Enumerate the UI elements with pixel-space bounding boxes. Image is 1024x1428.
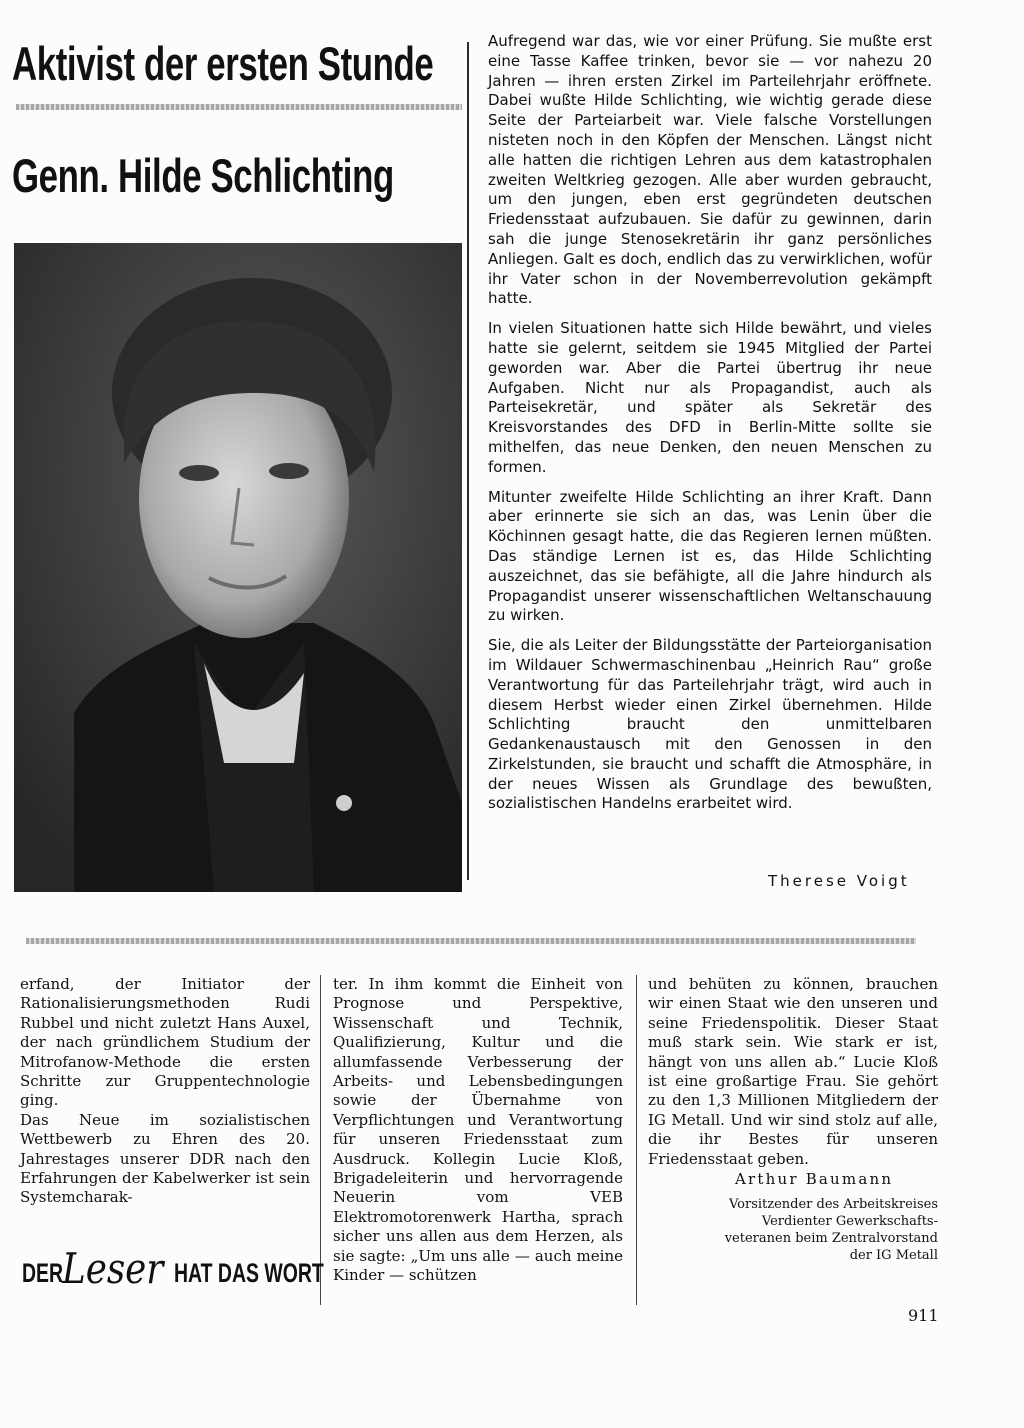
author-role-line: Verdienter Gewerkschafts- [761,1214,938,1229]
article-author: Therese Voigt [768,872,910,890]
letter-paragraph: Das Neue im sozialistischen Wettbewerb zu Ehren des 20. Jahrestages unserer DDR nach den Erfahrungen der Kabelwerker ist sein Systemcharak- [20,1110,310,1207]
headline-primary: Aktivist der ersten Stunde [12,37,434,90]
author-role-line: Vorsitzender des Arbeitskreises [728,1197,938,1212]
portrait-photo [14,243,462,892]
headline-secondary: Genn. Hilde Schlichting [12,149,394,202]
letter-column-rule [636,975,637,1305]
letter-paragraph: erfand, der Initiator der Rationalisierungsmethoden Rudi Rubbel und nicht zuletzt Hans Auxel, der nach gründlichem Studium der Mitrofanow-Methode die ersten Schritte zur Gruppentechnologie ging. [20,975,310,1110]
article-body [488,32,932,824]
rubric-logo [22,1246,322,1296]
article-paragraph: Sie, die als Leiter der Bildungsstätte der Parteiorganisation im Wildauer Schwermaschinenbau „Heinrich Rau“ große Verantwortung für das Parteilehrjahr trägt, wird auch in diesem Herbst wieder einen Zirkel übernehmen. Hilde Schlichting braucht den unmittelbaren Gedankenaustausch mit den Genossen in den Zirkelstunden, sie braucht und schafft die Atmosphäre, in der neues Wissen als Grundlage des bewußten, sozialistischen Handelns erarbeitet wird. [488,636,932,813]
rubric-script: Leser [62,1244,164,1293]
author-role-line: der IG Metall [849,1248,938,1263]
letter-column-2 [333,975,623,1286]
letter-author-role [670,1196,938,1264]
article-paragraph: Mitunter zweifelte Hilde Schlichting an ihrer Kraft. Dann aber erinnerte sie sich an das, was Lenin über die Köchinnen gesagt hatte, die das Regieren lernen müßten. Das ständige Lernen ist es, das Hilde Schlichting auszeichnet, das sie befähigte, all die Jahre hindurch als Propagandist unserer wissenschaftlichen Weltanschauung zu wirken. [488,487,932,625]
column-divider [467,42,469,880]
rubric-part: DER [22,1258,64,1288]
letter-column-3 [648,975,938,1169]
letter-paragraph: ter. In ihm kommt die Einheit von Prognose und Perspektive, Wissenschaft und Technik, Qualifizierung, Kultur und die allumfassende Verbesserung der Arbeits- und Lebensbedingungen sowie der Übernahme von Verpflichtungen und Verantwortung für unseren Friedensstaat zum Ausdruck. Kollegin Lucie Kloß, Brigadeleiterin und hervorragende Neuerin vom VEB Elektromotorenwerk Hartha, sprach sicher uns allen aus dem Herzen, als sie sagte: „Um uns alle — auch meine Kinder — schützen [333,975,623,1285]
article-paragraph: Aufregend war das, wie vor einer Prüfung. Sie mußte erst eine Tasse Kaffee trinken, bevor sie — vor nahezu 20 Jahren — ihren ersten Zirkel im Parteilehrjahr eröffnete. Dabei wußte Hilde Schlichting, wie wichtig gerade diese Seite der Parteiarbeit war. Viele falsche Vorstellungen nisteten noch in den Köpfen der Menschen. Längst nicht alle hatten die richtigen Lehren aus dem katastrophalen zweiten Weltkrieg gezogen. Alle aber wurden gebraucht, um den jungen, eben erst gegründeten deutschen Friedensstaat aufzubauen. Sie dafür zu gewinnen, darin sah die junge Stenosekretärin ihr ganz persönliches Anliegen. Galt es doch, endlich das zu verwirklichen, wofür ihr Vater schon in der Novemberrevolution gekämpft hatte. [488,32,932,308]
letter-column-1 [20,975,310,1208]
rubric-part: HAT DAS WORT [174,1258,324,1288]
page-number: 911 [908,1306,939,1325]
letter-paragraph: und behüten zu können, brauchen wir einen Staat wie den unseren und seine Friedenspolitik. Dieser Staat muß stark sein. Wie stark er ist, hängt von uns allen ab.“ Lucie Kloß ist eine großartige Frau. Sie gehört zu den 1,3 Millionen Mitgliedern der IG Metall. Und wir sind stolz auf alle, die ihr Bestes für unseren Friedensstaat geben. [648,975,938,1168]
section-divider [26,938,916,944]
article-paragraph: In vielen Situationen hatte sich Hilde bewährt, und vieles hatte sie gelernt, seitdem sie 1945 Mitglied der Partei geworden war. Aber die Partei übertrug ihr neue Aufgaben. Nicht nur als Propagandist, auch als Parteisekretär, und später als Sekretär des Kreisvorstandes des DFD in Berlin-Mitte sollte sie mithelfen, das neue Denken, den neuen Menschen zu formen. [488,319,932,476]
letter-author: Arthur Baumann [735,1170,894,1188]
author-role-line: veteranen beim Zentralvorstand [724,1231,938,1246]
headline-divider [16,104,462,110]
